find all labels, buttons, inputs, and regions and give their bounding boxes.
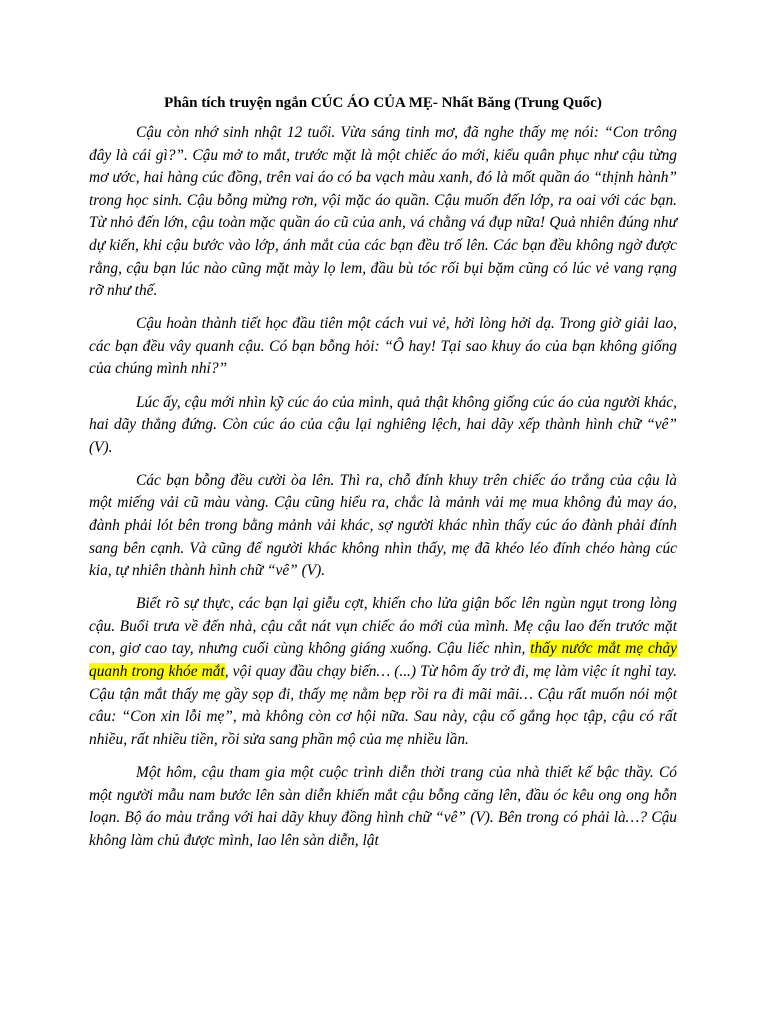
paragraph-2: Cậu hoàn thành tiết học đầu tiên một cách vui vẻ, hởi lòng hởi dạ. Trong giờ giải lao, các bạn đều vây quanh cậu. Có bạn bỗng hỏi: “Ô hay! Tại sao khuy áo của bạn không giống của chúng mình nhỉ?” (89, 315, 677, 378)
paragraph-5-text-before: Biết rõ sự thực, các bạn lại giễu cợt, khiến cho lửa giận bốc lên ngùn ngụt trong lòng cậu. Buổi trưa về đến nhà, cậu cắt nát vụn chiếc áo mới của mình. Mẹ cậu lao đến trước mặt con, giơ cao tay, nhưng cuối cùng không giáng xuống. Cậu liếc nhìn, (89, 595, 677, 658)
paragraph-4: Các bạn bỗng đều cười òa lên. Thì ra, chỗ đính khuy trên chiếc áo trắng của cậu là một miếng vải cũ màu vàng. Cậu cũng hiểu ra, chắc là mảnh vải mẹ mua không đủ may áo, đành phải lót bên trong bằng mảnh vải khác, sợ người khác nhìn thấy cúc áo đành phải đính sang bên cạnh. Và cũng để người khác không nhìn thấy, mẹ đã khéo léo đính chéo hàng cúc kia, tự nhiên thành hình chữ “vê” (V). (89, 471, 677, 580)
paragraph-5 (89, 593, 677, 751)
paragraph-3: Lúc ấy, cậu mới nhìn kỹ cúc áo của mình, quả thật không giống cúc áo của người khác, hai dãy thẳng đứng. Còn cúc áo của cậu lại nghiêng lệch, hai dãy xếp thành hình chữ “vê” (V). (89, 393, 677, 456)
document-title: Phân tích truyện ngắn CÚC ÁO CỦA MẸ- Nhất Băng (Trung Quốc) (164, 95, 602, 111)
document-page (89, 92, 677, 863)
paragraph-6: Một hôm, cậu tham gia một cuộc trình diễn thời trang của nhà thiết kế bậc thầy. Có một người mẫu nam bước lên sàn diễn khiến mắt cậu bỗng căng lên, đầu óc kêu ong ong hỗn loạn. Bộ áo màu trắng với hai dãy khuy đồng hình chữ “vê” (V). Bên trong có phải là…? Cậu không làm chủ được mình, lao lên sàn diễn, lật (89, 763, 677, 849)
paragraph-1: Cậu còn nhớ sinh nhật 12 tuổi. Vừa sáng tinh mơ, đã nghe thấy mẹ nói: “Con trông đây là cái gì?”. Cậu mở to mắt, trước mặt là một chiếc áo mới, kiểu quân phục như cậu từng mơ ước, hai hàng cúc đồng, trên vai áo có ba vạch màu xanh, đó là mốt quần áo “thịnh hành” trong học sinh. Cậu bỗng mừng rơn, vội mặc áo quần. Cậu muốn đến lớp, ra oai với các bạn. Từ nhỏ đến lớn, cậu toàn mặc quần áo cũ của anh, vá chằng vá đụp nữa! Quả nhiên đúng như dự kiến, khi cậu bước vào lớp, ánh mắt của các bạn đều trố lên. Các bạn đều không ngờ được rằng, cậu bạn lúc nào cũng mặt mày lọ lem, đầu bù tóc rối bụi bặm cũng có lúc vẻ vang rạng rỡ như thế. (89, 124, 677, 300)
paragraph-5-text-after: , vội quay đầu chạy biến… (...) Từ hôm ấy trở đi, mẹ làm việc ít nghỉ tay. Cậu tận mắt thấy mẹ gầy sọp đi, thấy mẹ nằm bẹp rồi ra đi mãi mãi… Cậu rất muốn nói một câu: “Con xin lỗi mẹ”, mà không còn cơ hội nữa. Sau này, cậu cố gắng học tập, cậu có rất nhiều, rất nhiều tiền, rồi sửa sang phần mộ của mẹ nhiều lần. (89, 663, 677, 748)
highlighted-text: thấy nước mắt mẹ chảy quanh trong khóe mắt (89, 640, 677, 681)
